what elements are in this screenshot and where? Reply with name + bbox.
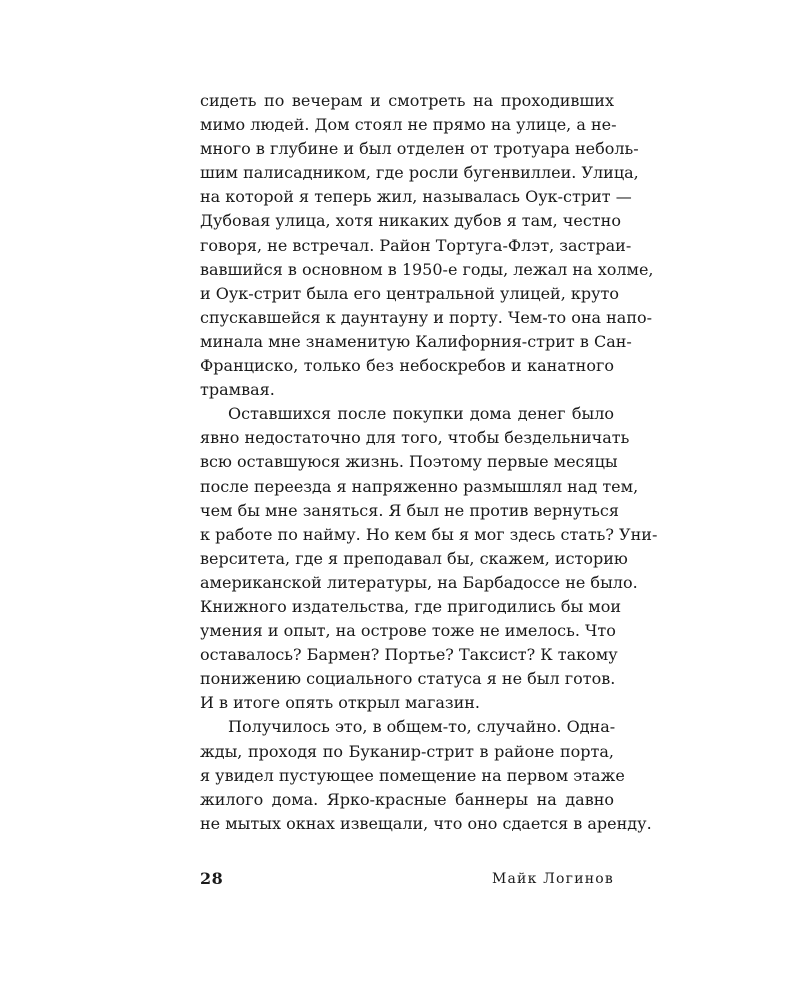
body-text: [200, 89, 658, 836]
text-line: сидеть по вечерам и смотреть на проходивших: [200, 91, 614, 110]
text-line: И в итоге опять открыл магазин.: [200, 693, 481, 713]
running-author: Майк Логинов: [491, 871, 614, 887]
text-line: оставалось? Бармен? Портье? Таксист? К такому: [200, 645, 618, 665]
text-line: мимо людей. Дом стоял не прямо на улице, а не-: [200, 115, 617, 135]
text-line: Получилось это, в общем-то, случайно. Одна-: [228, 717, 616, 737]
text-line: жды, проходя по Буканир-стрит в районе порта,: [200, 741, 614, 761]
text-line: к работе по найму. Но кем бы я мог здесь стать? Уни-: [200, 524, 658, 544]
text-line: говоря, не встречал. Район Тортуга-Флэт, застраи-: [200, 235, 632, 255]
text-line: Книжного издательства, где пригодились бы мои: [200, 596, 622, 616]
text-line: Франциско, только без небоскребов и канатного: [200, 356, 614, 376]
text-line: я увидел пустующее помещение на первом этаже: [200, 765, 625, 785]
text-line: и Оук-стрит была его центральной улицей, круто: [200, 283, 620, 303]
text-line: умения и опыт, на острове тоже не имелось. Что: [200, 621, 616, 641]
text-line: шим палисадником, где росли бугенвиллеи. Улица,: [200, 163, 639, 183]
text-line: понижению социального статуса я не был готов.: [200, 669, 616, 689]
text-line: явно недостаточно для того, чтобы бездельничать: [200, 428, 630, 448]
text-line: после переезда я напряженно размышлял над тем,: [200, 476, 639, 496]
text-line: жилого дома. Ярко-красные баннеры на давно: [200, 789, 614, 809]
text-line: верситета, где я преподавал бы, скажем, историю: [200, 548, 628, 568]
text-line: много в глубине и был отделен от тротуара неболь-: [200, 139, 639, 159]
text-line: на которой я теперь жил, называлась Оук-стрит —: [200, 187, 632, 207]
text-line: минала мне знаменитую Калифорния-стрит в Сан-: [200, 331, 632, 351]
text-line: всю оставшуюся жизнь. Поэтому первые месяцы: [200, 452, 618, 472]
text-line: чем бы мне заняться. Я был не против вернуться: [200, 500, 619, 520]
text-line: вавшийся в основном в 1950-е годы, лежал на холме,: [200, 259, 654, 279]
text-line: спускавшейся к даунтауну и порту. Чем-то она напо-: [200, 307, 653, 327]
page-footer: [200, 869, 614, 893]
text-line: Дубовая улица, хотя никаких дубов я там, честно: [200, 211, 621, 231]
text-line: американской литературы, на Барбадоссе не было.: [200, 572, 638, 592]
text-line: трамвая.: [200, 380, 275, 400]
text-line: Оставшихся после покупки дома денег было: [228, 404, 614, 424]
page-number: 28: [200, 869, 224, 888]
text-line: не мытых окнах извещали, что оно сдается в аренду.: [200, 813, 652, 833]
